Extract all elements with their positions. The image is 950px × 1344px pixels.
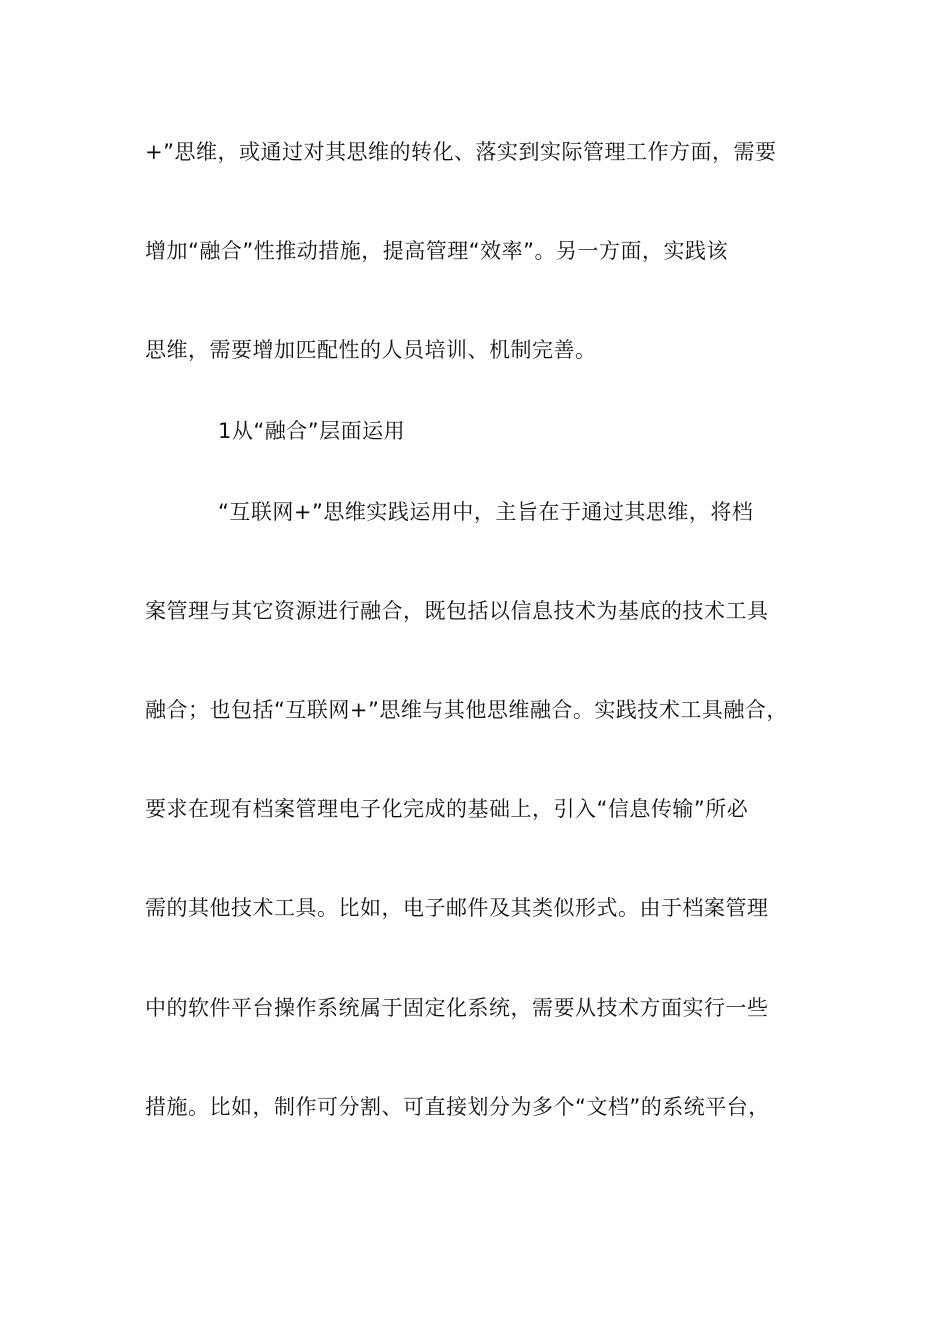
body-text-line: 融合；也包括“互联网+”思维与其他思维融合。实践技术工具融合， <box>145 698 788 722</box>
body-text-line: +”思维，或通过对其思维的转化、落实到实际管理工作方面，需要 <box>145 140 777 164</box>
body-text-line: 增加“融合”性推动措施，提高管理“效率”。另一方面，实践该 <box>145 239 729 263</box>
body-text-line: 中的软件平台操作系统属于固定化系统，需要从技术方面实行一些 <box>145 996 769 1020</box>
body-text-line: 思维，需要增加匹配性的人员培训、机制完善。 <box>145 338 597 362</box>
body-text-line: 案管理与其它资源进行融合，既包括以信息技术为基底的技术工具 <box>145 599 769 623</box>
section-heading: 1从“融合”层面运用 <box>218 419 406 443</box>
body-text-line: 措施。比如，制作可分割、可直接划分为多个“文档”的系统平台， <box>145 1095 770 1119</box>
body-text-line: 需的其他技术工具。比如，电子邮件及其类似形式。由于档案管理 <box>145 896 769 920</box>
body-text-line: 要求在现有档案管理电子化完成的基础上，引入“信息传输”所必 <box>145 797 749 821</box>
body-text-line: “互联网+”思维实践运用中，主旨在于通过其思维，将档 <box>218 500 754 524</box>
